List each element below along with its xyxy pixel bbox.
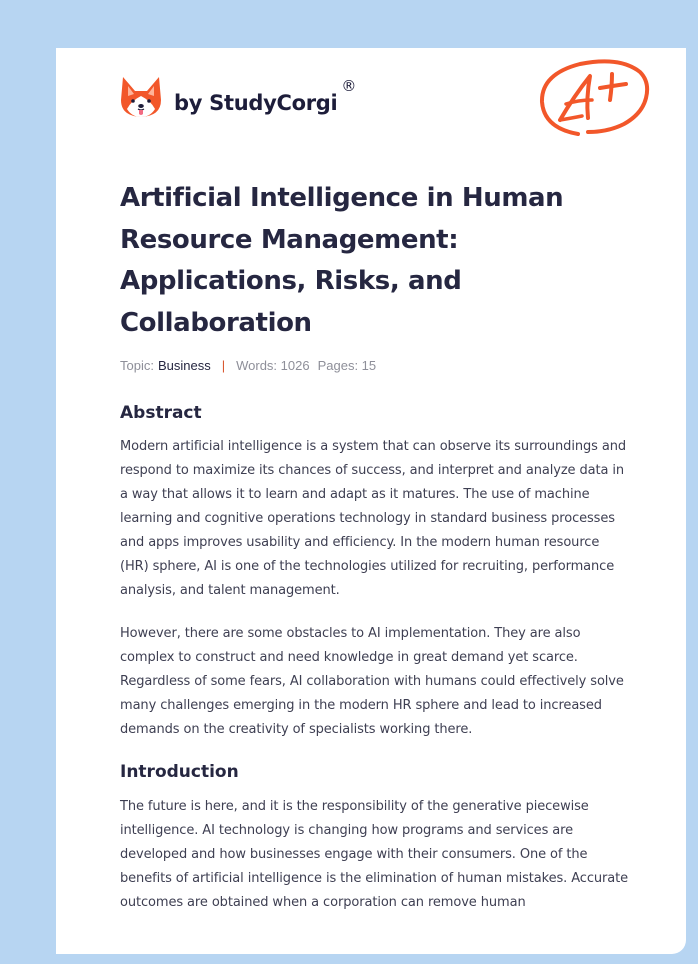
corgi-icon: [120, 74, 162, 120]
abstract-paragraph-2: However, there are some obstacles to AI implementation. They are also complex to construct and need knowledge in great demand yet scarce. Regardless of some fears, AI collaboration with humans could effectively solve many challenges emerging in the modern HR sphere and lead to increased demands on the creativity of specialists working there.: [120, 626, 624, 737]
meta-separator: |: [221, 357, 226, 373]
document-content: [120, 178, 630, 915]
abstract-heading: Abstract: [120, 403, 202, 423]
introduction-heading: Introduction: [120, 762, 239, 782]
page-header: [56, 48, 686, 158]
studycorgi-logo[interactable]: [120, 74, 356, 120]
abstract-paragraph-1: Modern artificial intelligence is a system that can observe its surroundings and respond to maximize its chances of success, and interpret and analyze data in a way that allows it to learn and adapt as it matures. The use of machine learning and cognitive operations technology in standard business processes and apps improves usability and efficiency. In the modern human resource (HR) sphere, AI is one of the technologies utilized for recruiting, performance analysis, and talent management.: [120, 439, 626, 598]
introduction-paragraph-1: The future is here, and it is the responsibility of the generative piecewise intelligence. AI technology is changing how programs and services are developed and how businesses engage with their consumers. One of the benefits of artificial intelligence is the elimination of human mistakes. Accurate outcomes are obtained when a corporation can remove human: [120, 799, 629, 910]
page-count: Pages: 15: [317, 357, 377, 373]
registered-mark: ®: [341, 77, 357, 95]
document-title: Artificial Intelligence in Human Resource Management: Applications, Risks, and Collaboration: [120, 183, 564, 338]
topic-label: Topic:: [120, 357, 154, 373]
logo-text: by StudyCorgi: [174, 91, 338, 115]
topic-link[interactable]: Business: [157, 357, 211, 373]
document-meta: [120, 356, 630, 374]
a-plus-grade-icon: [538, 58, 650, 140]
word-count: Words: 1026: [236, 357, 310, 373]
document-card: [56, 48, 686, 954]
